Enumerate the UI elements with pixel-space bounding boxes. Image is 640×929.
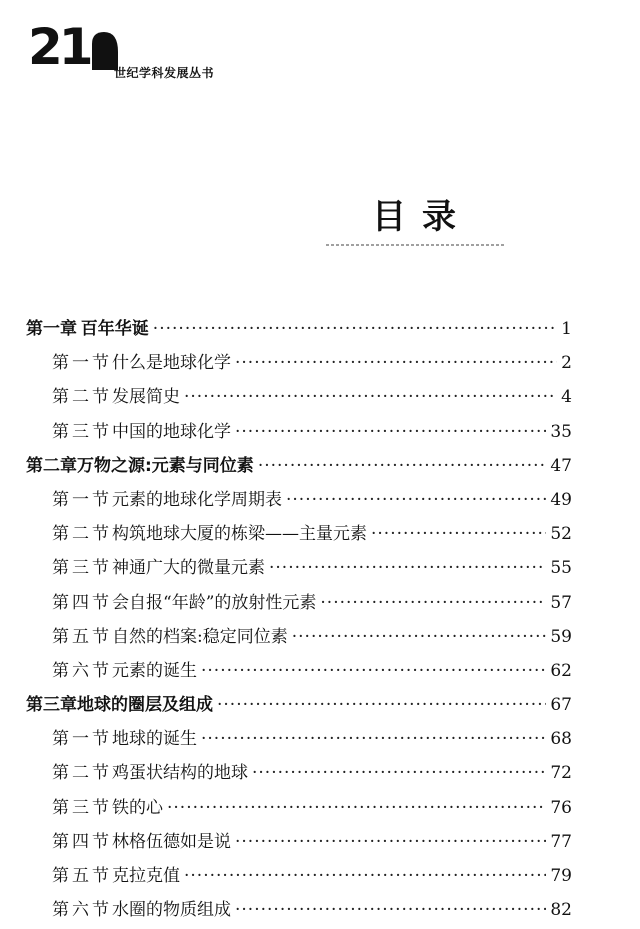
toc-entry-title: 水圈的物质组成 bbox=[112, 900, 231, 921]
toc-entry-title: 林格伍德如是说 bbox=[112, 831, 231, 852]
dot-leader bbox=[235, 353, 557, 373]
dot-leader bbox=[167, 798, 546, 818]
toc-entry-number: 第三节 bbox=[52, 421, 112, 442]
toc-chapter-row bbox=[26, 690, 572, 724]
toc-entry-title: 地球的诞生 bbox=[112, 729, 197, 750]
toc-entry-title: 中国的地球化学 bbox=[112, 421, 231, 442]
dot-leader bbox=[371, 524, 546, 544]
toc-section-row bbox=[26, 758, 572, 792]
toc-entry-title: 元素的诞生 bbox=[112, 660, 197, 681]
toc-entry-number: 第一节 bbox=[52, 353, 112, 374]
toc-entry-number: 第一节 bbox=[52, 489, 112, 510]
toc-entry-number: 第三节 bbox=[52, 797, 112, 818]
dot-leader bbox=[184, 387, 557, 407]
toc-entry-title: 百年华诞 bbox=[80, 319, 149, 339]
toc-entry-number: 第二章 bbox=[26, 455, 77, 476]
dot-leader bbox=[269, 558, 546, 578]
toc-entry-title: 铁的心 bbox=[112, 797, 163, 818]
toc-entry-title: 鸡蛋状结构的地球 bbox=[112, 763, 248, 784]
toc-entry-title: 构筑地球大厦的栋梁——主量元素 bbox=[112, 524, 367, 545]
toc-section-row bbox=[26, 827, 572, 861]
toc-page-number: 62 bbox=[550, 660, 572, 681]
dot-leader bbox=[153, 319, 557, 339]
toc-page-number: 1 bbox=[561, 319, 572, 339]
dot-leader bbox=[184, 866, 546, 886]
toc-entry-number: 第六节 bbox=[52, 900, 112, 921]
dot-leader bbox=[258, 456, 547, 476]
toc-entry-number: 第五节 bbox=[52, 626, 112, 647]
toc-section-row bbox=[26, 417, 572, 451]
toc-page-number: 49 bbox=[550, 489, 572, 510]
dot-leader bbox=[201, 661, 546, 681]
toc-entry-number: 第四节 bbox=[52, 592, 112, 613]
toc-section-row bbox=[26, 588, 572, 622]
series-name: 世纪学科发展丛书 bbox=[114, 66, 215, 80]
toc-entry-number: 第三章 bbox=[26, 695, 77, 716]
toc-section-row bbox=[26, 724, 572, 758]
toc-page-number: 77 bbox=[550, 831, 572, 852]
toc-page-number: 82 bbox=[550, 900, 572, 921]
toc-entry-number: 第三节 bbox=[52, 558, 112, 579]
dot-leader bbox=[201, 729, 546, 749]
toc-entry-title: 万物之源:元素与同位素 bbox=[77, 455, 254, 476]
toc-page-number: 67 bbox=[550, 695, 572, 716]
toc-page-number: 76 bbox=[550, 797, 572, 818]
toc-chapter-row bbox=[26, 314, 572, 348]
table-of-contents bbox=[26, 314, 572, 929]
toc-section-row bbox=[26, 895, 572, 929]
toc-entry-title: 地球的圈层及组成 bbox=[77, 695, 213, 716]
dome-logo-icon bbox=[90, 30, 120, 70]
title-underline bbox=[326, 244, 504, 246]
toc-page-number: 55 bbox=[550, 558, 572, 579]
dot-leader bbox=[235, 422, 546, 442]
toc-entry-number: 第二节 bbox=[52, 387, 112, 408]
toc-section-row bbox=[26, 656, 572, 690]
toc-page-number: 2 bbox=[561, 353, 572, 374]
toc-entry-title: 什么是地球化学 bbox=[112, 353, 231, 374]
toc-entry-title: 元素的地球化学周期表 bbox=[112, 489, 282, 510]
toc-section-row bbox=[26, 553, 572, 587]
toc-page-number: 59 bbox=[550, 626, 572, 647]
toc-section-row bbox=[26, 793, 572, 827]
toc-entry-number: 第一章 bbox=[26, 319, 77, 339]
toc-section-row bbox=[26, 861, 572, 895]
toc-page-number: 4 bbox=[561, 387, 572, 408]
toc-page-number: 52 bbox=[550, 524, 572, 545]
toc-entry-title: 克拉克值 bbox=[112, 866, 180, 886]
logo-number: 21 bbox=[28, 18, 90, 76]
toc-entry-title: 会自报“年龄”的放射性元素 bbox=[112, 592, 317, 613]
series-logo bbox=[28, 18, 228, 82]
toc-page-number: 72 bbox=[550, 763, 572, 784]
toc-page-number: 79 bbox=[550, 866, 572, 886]
toc-entry-number: 第五节 bbox=[52, 866, 112, 886]
dot-leader bbox=[292, 627, 547, 647]
toc-page-number: 68 bbox=[550, 729, 572, 750]
toc-section-row bbox=[26, 622, 572, 656]
dot-leader bbox=[286, 490, 546, 510]
toc-entry-title: 神通广大的微量元素 bbox=[112, 558, 265, 579]
dot-leader bbox=[320, 593, 546, 613]
page-title: 目录 bbox=[372, 197, 472, 237]
toc-section-row bbox=[26, 519, 572, 553]
dot-leader bbox=[252, 763, 546, 783]
dot-leader bbox=[217, 695, 546, 715]
dot-leader bbox=[235, 900, 546, 920]
toc-entry-number: 第一节 bbox=[52, 729, 112, 750]
toc-entry-title: 自然的档案:稳定同位素 bbox=[112, 626, 288, 647]
toc-section-row bbox=[26, 485, 572, 519]
toc-page-number: 57 bbox=[550, 592, 572, 613]
toc-entry-number: 第六节 bbox=[52, 660, 112, 681]
dot-leader bbox=[235, 832, 546, 852]
toc-entry-number: 第二节 bbox=[52, 524, 112, 545]
toc-entry-title: 发展简史 bbox=[112, 387, 180, 408]
toc-chapter-row bbox=[26, 451, 572, 485]
toc-entry-number: 第二节 bbox=[52, 763, 112, 784]
toc-section-row bbox=[26, 382, 572, 416]
toc-section-row bbox=[26, 348, 572, 382]
toc-page-number: 35 bbox=[550, 421, 572, 442]
toc-entry-number: 第四节 bbox=[52, 831, 112, 852]
toc-page-number: 47 bbox=[550, 455, 572, 476]
